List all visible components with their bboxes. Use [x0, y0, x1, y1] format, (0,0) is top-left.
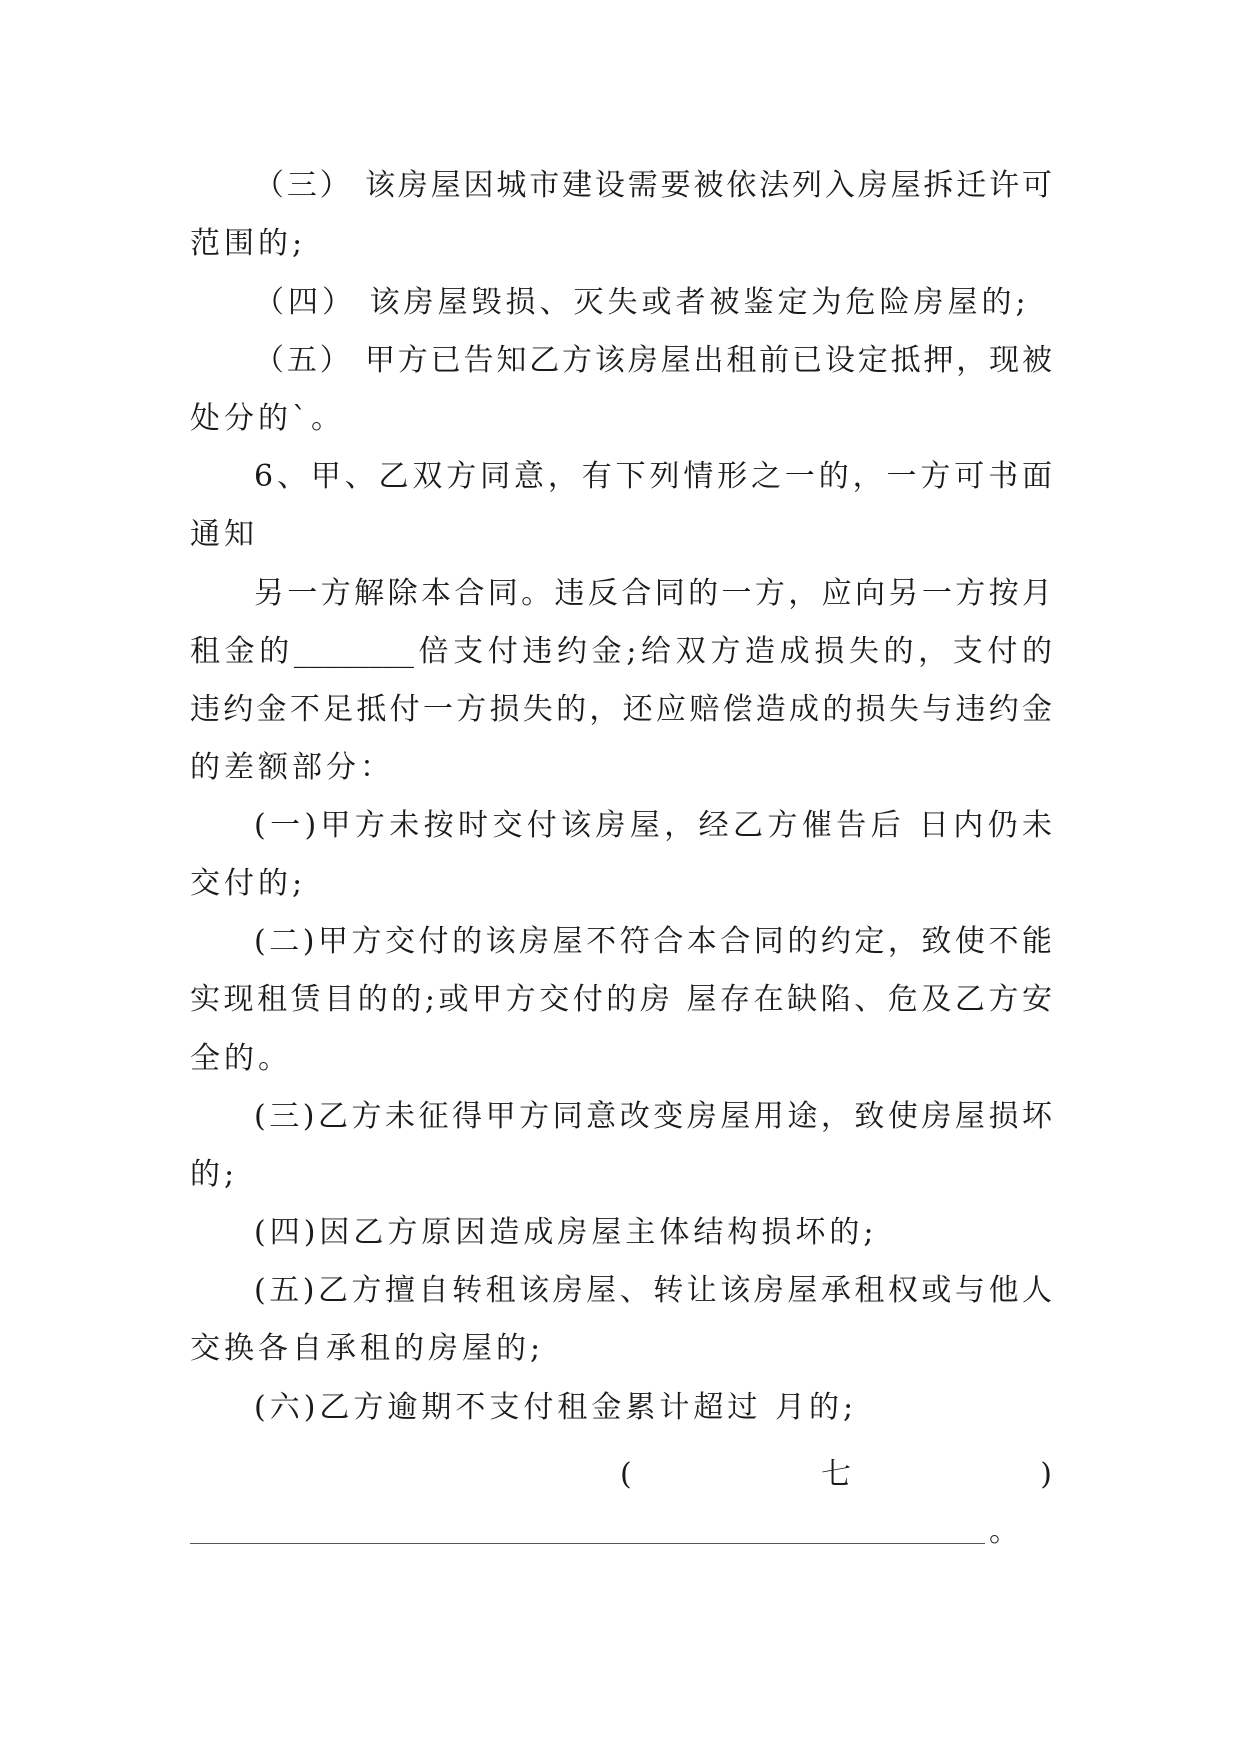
- clause-3-line-2: 范围的;: [190, 226, 307, 261]
- sub-6: (六)乙方逾期不支付租金累计超过 月的;: [254, 1390, 858, 1425]
- sub-2-line-2: 实现租赁目的的;或甲方交付的房 屋存在缺陷、危及乙方安: [190, 982, 1052, 1017]
- clause-5-line-1: （五） 甲方已告知乙方该房屋出租前已设定抵押，现被: [254, 343, 1052, 378]
- sub-1-line-2: 交付的;: [190, 866, 307, 901]
- clause-5-line-2: 处分的`。: [190, 401, 345, 436]
- sub-7-heading: [620, 1455, 1052, 1495]
- sub-5-line-2: 交换各自承租的房屋的;: [190, 1331, 545, 1366]
- termination-line-1: 另一方解除本合同。违反合同的一方，应向另一方按月: [254, 576, 1052, 611]
- sub-2-line-3: 全的。: [190, 1041, 292, 1076]
- sub-1-line-1: (一)甲方未按时交付该房屋，经乙方催告后 日内仍未: [254, 808, 1052, 843]
- termination-line-3: 违约金不足抵付一方损失的，还应赔偿造成的损失与违约金: [190, 692, 1052, 727]
- clause-4: （四） 该房屋毁损、灭失或者被鉴定为危险房屋的;: [254, 285, 1030, 320]
- item-6-line-2: 通知: [190, 517, 258, 552]
- sub-4: (四)因乙方原因造成房屋主体结构损坏的;: [254, 1215, 878, 1250]
- clause-3-line-1: （三） 该房屋因城市建设需要被依法列入房屋拆迁许可: [254, 168, 1052, 203]
- sub-7-close-paren: ): [1040, 1457, 1052, 1492]
- sub-2-line-1: (二)甲方交付的该房屋不符合本合同的约定，致使不能: [254, 924, 1052, 959]
- sub-7-blank-line: [190, 1512, 1019, 1552]
- sub-3-line-1: (三)乙方未征得甲方同意改变房屋用途，致使房屋损坏: [254, 1099, 1052, 1134]
- sub-7-period: 。: [989, 1514, 1019, 1549]
- item-6-line-1: 6、甲、乙双方同意，有下列情形之一的，一方可书面: [254, 459, 1052, 494]
- fill-in-underline: [190, 1543, 985, 1544]
- termination-line-4: 的差额部分：: [190, 750, 394, 785]
- sub-7-open-paren: (: [620, 1457, 632, 1492]
- sub-3-line-2: 的;: [190, 1157, 239, 1192]
- sub-7-label: 七: [821, 1457, 851, 1492]
- sub-5-line-1: (五)乙方擅自转租该房屋、转让该房屋承租权或与他人: [254, 1273, 1052, 1308]
- termination-line-2: 租金的________倍支付违约金;给双方造成损失的，支付的: [190, 634, 1052, 669]
